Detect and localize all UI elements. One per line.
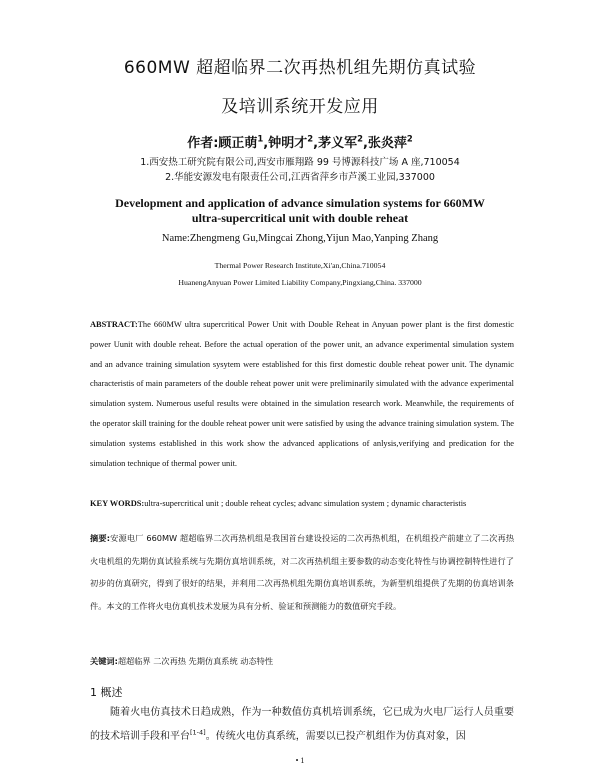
affiliation-en-1: Thermal Power Research Institute,Xi'an,China.710054	[214, 261, 386, 270]
title-zh-line1: 660MW 超超临界二次再热机组先期仿真试验	[123, 58, 477, 78]
keywords-zh	[90, 656, 514, 667]
author-3-affil: 2	[357, 133, 363, 144]
author-4: ,张炎萍	[362, 136, 407, 151]
abstract-zh	[90, 527, 514, 617]
title-en	[0, 196, 600, 226]
abstract-en-label: ABSTRACT:	[90, 320, 138, 329]
author-1-affil: 1	[257, 133, 264, 144]
authors-prefix: 作者:	[187, 136, 219, 151]
section-heading: 1 概述	[90, 686, 123, 699]
affiliations-zh	[0, 155, 600, 185]
affiliation-zh-1: 1.西安热工研究院有限公司,西安市雁翔路 99 号博源科技广场 A 座,710054	[140, 157, 460, 168]
title-zh-line2: 及培训系统开发应用	[221, 97, 379, 117]
author-1: 顾正萌	[218, 136, 258, 151]
keywords-en-label: KEY WORDS:	[90, 499, 145, 508]
author-2-affil: 2	[307, 133, 314, 144]
page-number: • 1	[295, 756, 305, 765]
title-en-line1: Development and application of advance simulation systems for 660MW	[115, 196, 485, 210]
author-3: ,茅义军	[313, 136, 358, 151]
affiliations-en	[0, 257, 600, 291]
abstract-en	[90, 315, 514, 473]
abstract-en-text: The 660MW ultra supercritical Power Unit with Double Reheat in Anyuan power plant is the first domestic power Uunit with double reheat. Before the actual operation of the power unit, an advance experimental simulation system and an advance training simulation sysytem were established for this first domestic double reheat power unit. The dynamic characteristis of main parameters of the double reheat power unit were preliminarily simulated with the advance experimental simulation system. Numerous useful results were obtained in the simulation research work. Meanwhile, the requirements of the operator skill training for the double reheat power unit were satisfied by using the advance training simulation system. The simulation systems established in this work show the advanced applications of anlysis,verifying and predication for the simulation technique of thermal power unit.	[90, 320, 514, 468]
paragraph-text-2: 。传统火电仿真系统，需要以已投产机组作为仿真对象，因	[205, 731, 466, 742]
citation: [1-4]	[190, 728, 206, 737]
affiliation-en-2: HuanengAnyuan Power Limited Liability Company,Pingxiang,China. 337000	[178, 278, 422, 287]
keywords-en-text: ultra-supercritical unit ; double reheat cycles; advanc simulation system ; dynamic characteristis	[144, 499, 467, 508]
keywords-zh-label: 关键词:	[90, 656, 118, 666]
section-paragraph	[90, 701, 514, 749]
authors-en: Name:Zhengmeng Gu,Mingcai Zhong,Yijun Mao,Yanping Zhang	[161, 233, 439, 244]
keywords-en	[90, 499, 514, 508]
author-2: ,钟明才	[263, 136, 308, 151]
authors-zh	[0, 132, 600, 151]
author-4-affil: 2	[406, 133, 413, 144]
paragraph-text-1: 随着火电仿真技术日趋成熟，作为一种数值仿真机培训系统，它已成为火电厂运行人员重要的技术培训手段和平台	[90, 707, 514, 742]
abstract-zh-text: 安源电厂 660MW 超超临界二次再热机组是我国首台建设投运的二次再热机组，在机组投产前建立了二次再热火电机组的先期仿真试验系统与先期仿真培训系统，对二次再热机组主要参数的动态变化特性与协调控制特性进行了初步的仿真研究，得到了很好的结果，并利用二次再热机组先期仿真培训系统，为新型机组提供了先期的仿真培训条件。本文的工作将火电仿真机技术发展为具有分析、验证和预测能力的数值研究手段。	[90, 533, 515, 611]
keywords-zh-text: 超超临界 二次再热 先期仿真系统 动态特性	[117, 656, 274, 666]
abstract-zh-label: 摘要:	[90, 533, 110, 543]
title-en-line2: ultra-supercritical unit with double reheat	[191, 211, 409, 225]
affiliation-zh-2: 2.华能安源发电有限责任公司,江西省萍乡市芦溪工业园,337000	[165, 172, 435, 183]
